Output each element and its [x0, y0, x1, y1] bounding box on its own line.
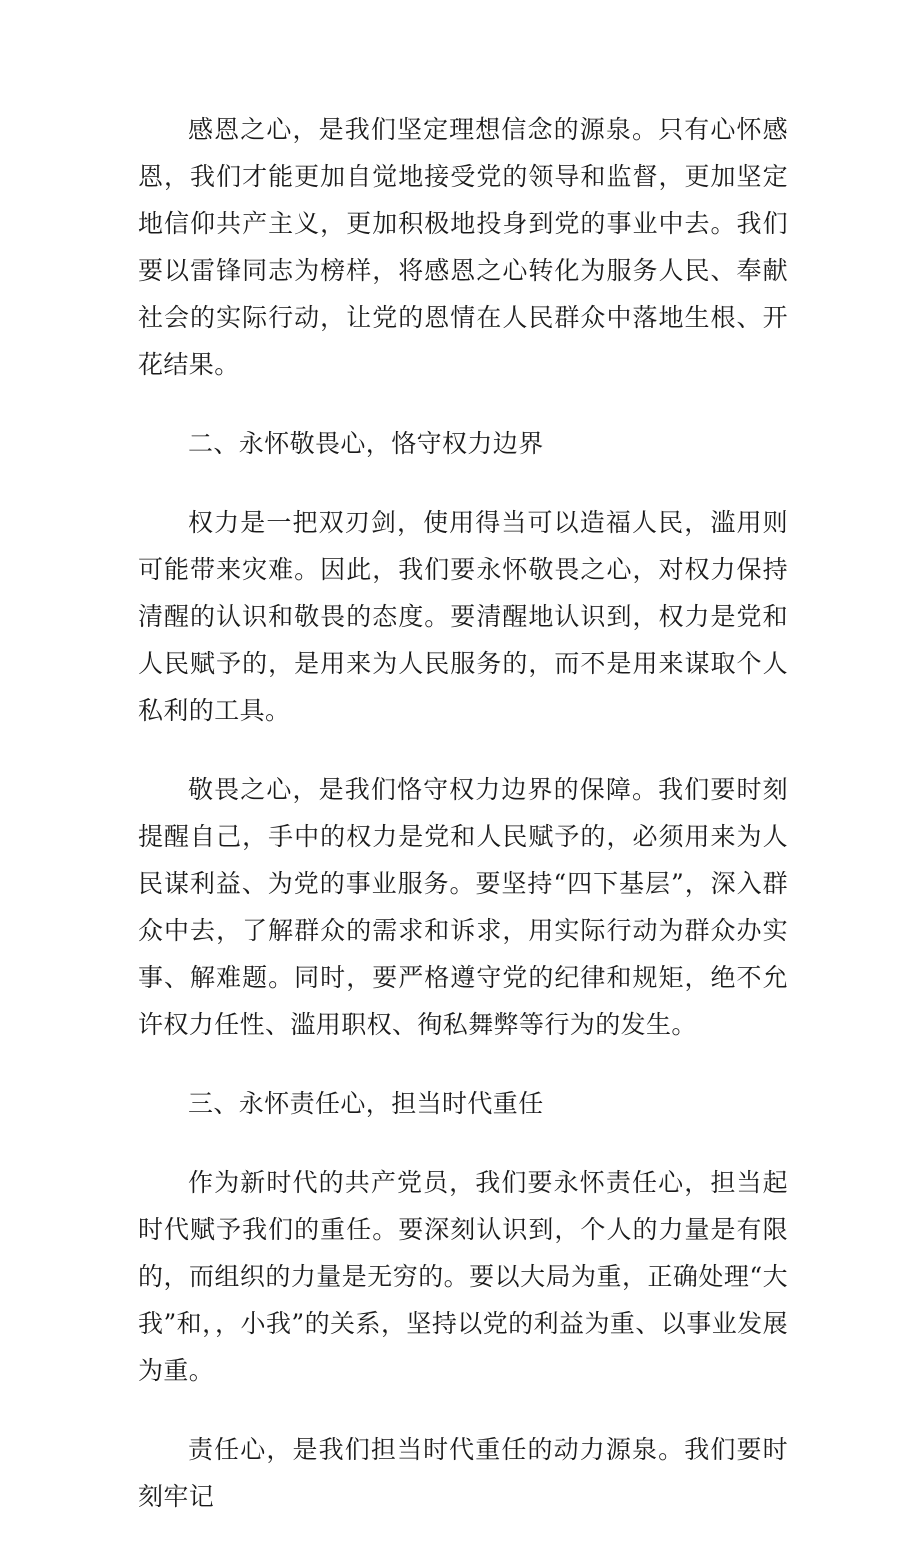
paragraph-power: 权力是一把双刃剑，使用得当可以造福人民，滥用则可能带来灾难。因此，我们要永怀敬畏之心，对权力保持清醒的认识和敬畏的态度。要清醒地认识到，权力是党和人民赋予的，是用来为人民服务的，而不是用来谋取个人私利的工具。	[138, 508, 788, 725]
document-body	[138, 106, 788, 1552]
paragraph-responsibility-source: 责任心，是我们担当时代重任的动力源泉。我们要时刻牢记	[138, 1435, 788, 1511]
paragraph-responsibility: 作为新时代的共产党员，我们要永怀责任心，担当起时代赋予我们的重任。要深刻认识到，个人的力量是有限的，而组织的力量是无穷的。要以大局为重，正确处理“大我”和，，小我”的关系，坚持以党的利益为重、以事业发展为重。	[138, 1168, 788, 1385]
paragraph-gratitude: 感恩之心，是我们坚定理想信念的源泉。只有心怀感恩，我们才能更加自觉地接受党的领导和监督，更加坚定地信仰共产主义，更加积极地投身到党的事业中去。我们要以雷锋同志为榜样，将感恩之心转化为服务人民、奉献社会的实际行动，让党的恩情在人民群众中落地生根、开花结果。	[138, 115, 788, 379]
section-heading-3: 三、永怀责任心，担当时代重任	[188, 1089, 544, 1118]
paragraph-reverence: 敬畏之心，是我们恪守权力边界的保障。我们要时刻提醒自己，手中的权力是党和人民赋予的，必须用来为人民谋利益、为党的事业服务。要坚持“四下基层”，深入群众中去，了解群众的需求和诉求，用实际行动为群众办实事、解难题。同时，要严格遵守党的纪律和规矩，绝不允许权力任性、滥用职权、徇私舞弊等行为的发生。	[138, 775, 788, 1039]
section-heading-2: 二、永怀敬畏心，恪守权力边界	[188, 429, 544, 458]
